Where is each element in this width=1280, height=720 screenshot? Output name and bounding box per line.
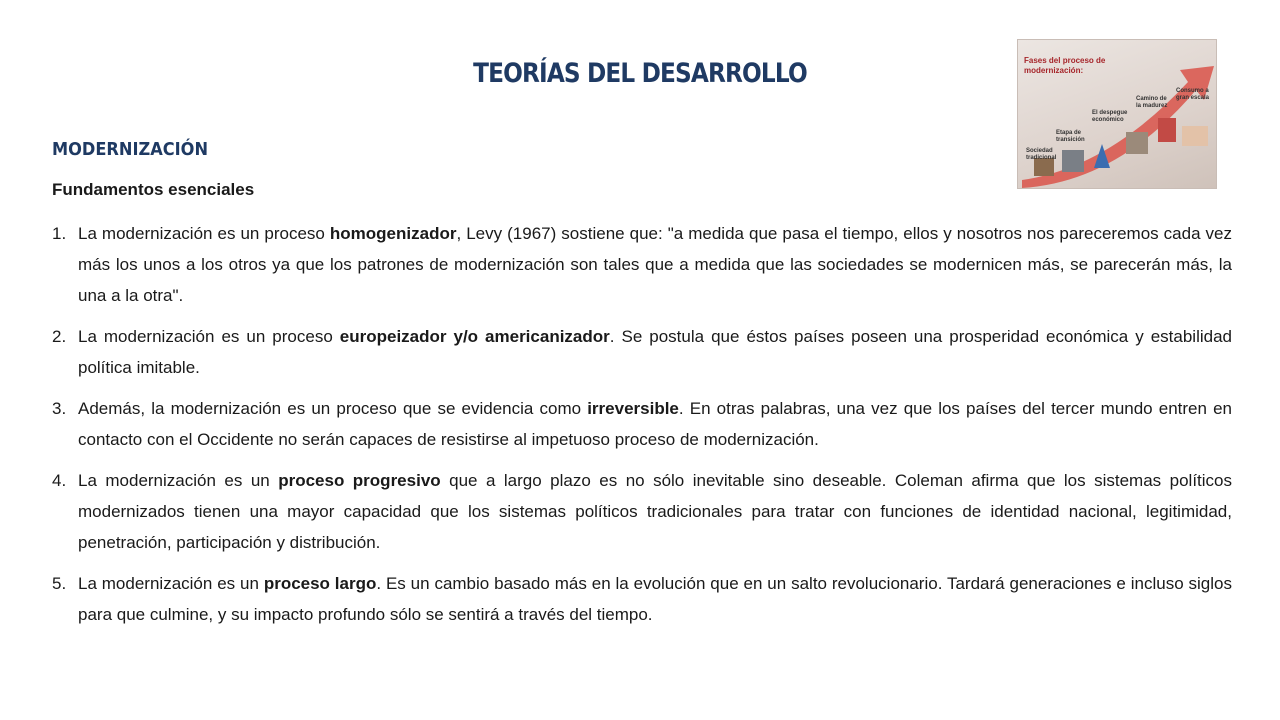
stage-label-2: Etapa de transición	[1056, 130, 1085, 143]
item-number: 2.	[52, 327, 67, 346]
item-text: Además, la modernización es un proceso que se evidencia como irreversible. En otras palabras, una vez que los países del tercer mundo entren en contacto con el Occidente no serán capaces de resistirse al impetuoso proceso de modernización.	[78, 399, 1232, 449]
fundamentals-list	[52, 218, 1232, 640]
stage-photo-2	[1062, 150, 1084, 172]
item-text: La modernización es un proceso progresivo que a largo plazo es no sólo inevitable sino deseable. Coleman afirma que los sistemas políticos modernizados tienen una mayor capacidad que los sistemas políticos tradicionales para tratar con funciones de identidad nacional, legitimidad, penetración, participación y distribución.	[78, 471, 1232, 552]
list-item	[52, 393, 1232, 455]
image-title: Fases del proceso de modernización:	[1024, 56, 1106, 75]
stage-label-5: Consumo a gran escala	[1176, 88, 1210, 101]
item-number: 1.	[52, 224, 67, 243]
stage-label-4: Camino de la madurez	[1136, 96, 1168, 109]
section-subtitle: MODERNIZACIÓN	[52, 139, 209, 160]
list-item	[52, 321, 1232, 383]
section-heading: Fundamentos esenciales	[52, 180, 255, 199]
item-text: La modernización es un proceso largo. Es un cambio basado más en la evolución que en un salto revolucionario. Tardará generaciones e incluso siglos para que culmine, y su impacto profundo sólo se sentirá a través del tiempo.	[78, 574, 1232, 624]
list-item	[52, 465, 1232, 558]
item-number: 4.	[52, 471, 67, 490]
item-number: 3.	[52, 399, 67, 418]
list-item	[52, 568, 1232, 630]
slide-title: TEORÍAS DEL DESARROLLO	[473, 58, 807, 89]
item-number: 5.	[52, 574, 67, 593]
list-item	[52, 218, 1232, 311]
stage-photo-6	[1182, 126, 1208, 146]
modernization-phases-image	[1017, 39, 1217, 189]
item-text: La modernización es un proceso europeizador y/o americanizador. Se postula que éstos países poseen una prosperidad económica y estabilidad política imitable.	[78, 327, 1232, 377]
stage-label-1: Sociedad tradicional	[1026, 148, 1057, 161]
stage-label-3: El despegue económico	[1092, 110, 1128, 123]
stage-photo-4	[1126, 132, 1148, 154]
item-text: La modernización es un proceso homogenizador, Levy (1967) sostiene que: "a medida que pasa el tiempo, ellos y nosotros nos pareceremos cada vez más los unos a los otros ya que los patrones de modernización son tales que a medida que las sociedades se modernicen más, se parecerán más, la una a la otra".	[78, 224, 1232, 305]
stage-photo-5	[1158, 118, 1176, 142]
